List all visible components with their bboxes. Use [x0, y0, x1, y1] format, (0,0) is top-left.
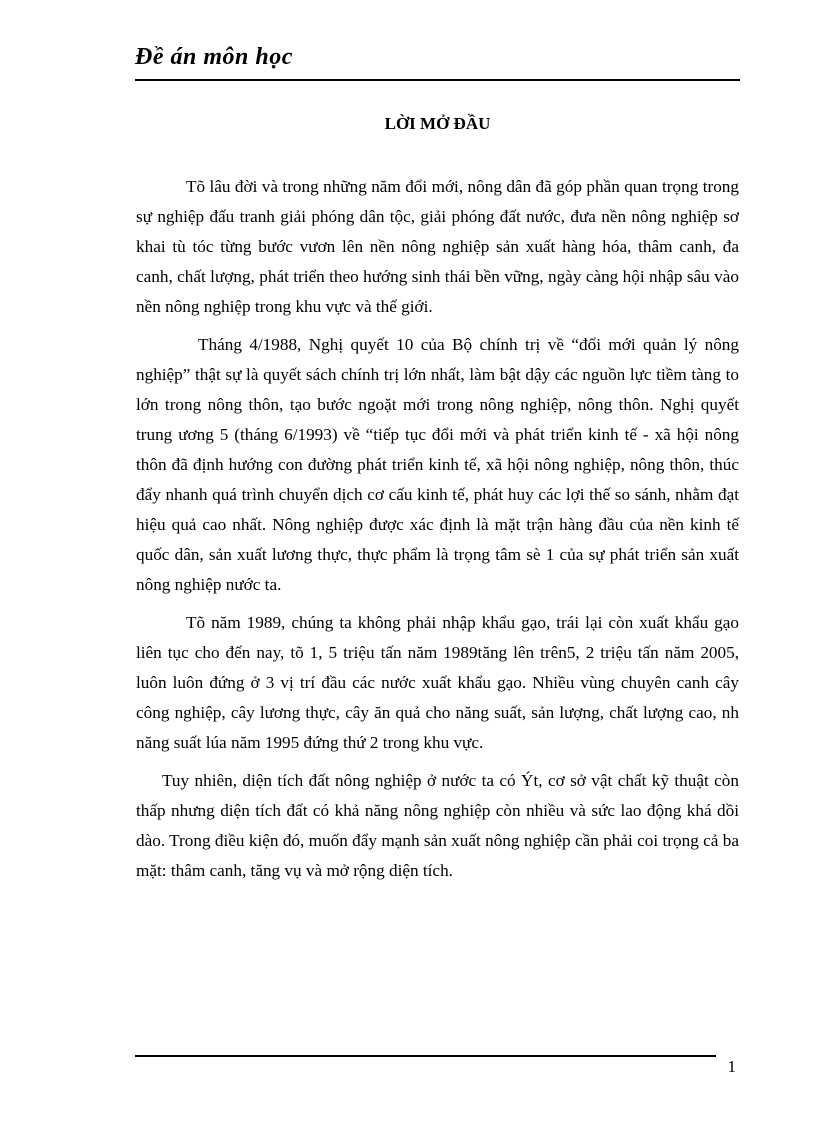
paragraph-3: Tõ năm 1989, chúng ta không phải nhập khẩu gạo, trái lại còn xuất khẩu gạo liên tục cho đến nay, tõ 1, 5 triệu tấn năm 1989tăng lên trên5, 2 triệu tấn năm 2005, luôn luôn đứng ở 3 vị trí đầu các nước xuất khẩu gạo. Nhiều vùng chuyên canh cây công nghiệp, cây lương thực, cây ăn quả cho năng suất, sản lượng, chất lượng cao, nh năng suất lúa năm 1995 đứng thứ 2 trong khu vực. [136, 613, 739, 752]
document-heading: LỜI MỞ ĐẦU [384, 114, 491, 133]
page-number: 1 [727, 1057, 736, 1076]
document-body [136, 172, 739, 886]
paragraph-1: Tõ lâu đời và trong những năm đổi mới, nông dân đã góp phần quan trọng trong sự nghiệp đấu tranh giải phóng dân tộc, giải phóng đất nước, đưa nền nông nghiệp sơ khai tù tóc từng bước vươn lên nền nông nghiệp sản xuất hàng hóa, thâm canh, đa canh, chất lượng, phát triển theo hướng sinh thái bền vững, ngày càng hội nhập sâu vào nền nông nghiệp trong khu vực và thế giới. [136, 177, 739, 316]
header-divider [135, 79, 740, 81]
paragraph-2: Tháng 4/1988, Nghị quyết 10 của Bộ chính trị về “đổi mới quản lý nông nghiệp” thật sự là quyết sách chính trị lớn nhất, làm bật dậy các nguồn lực tiềm tàng to lớn trong nông thôn, tạo bước ngoặt mới trong nông nghiệp, nông thôn. Nghị quyết trung ương 5 (tháng 6/1993) về “tiếp tục đổi mới và phát triển kinh tế - xã hội nông thôn đã định hướng con đường phát triển kinh tế, xã hội nông nghiệp, nông thôn, thúc đẩy nhanh quá trình chuyển dịch cơ cấu kinh tế, phát huy các lợi thế so sánh, nhằm đạt hiệu quả cao nhất. Nông nghiệp được xác định là mặt trận hàng đầu của nền kinh tế quốc dân, sản xuất lương thực, thực phẩm là trọng tâm sè 1 của sự phát triển sản xuất nông nghiệp nước ta. [136, 335, 739, 594]
footer-divider [135, 1055, 716, 1057]
header-title: Đề án môn học [135, 44, 293, 70]
paragraph-4: Tuy nhiên, diện tích đất nông nghiệp ở nước ta có Ýt, cơ sở vật chất kỹ thuật còn thấp nhưng diện tích đất có khả năng nông nghiệp còn nhiều và sức lao động khá dồi dào. Trong điều kiện đó, muốn đẩy mạnh sản xuất nông nghiệp cần phải coi trọng cả ba mặt: thâm canh, tăng vụ và mở rộng diện tích. [136, 771, 739, 880]
